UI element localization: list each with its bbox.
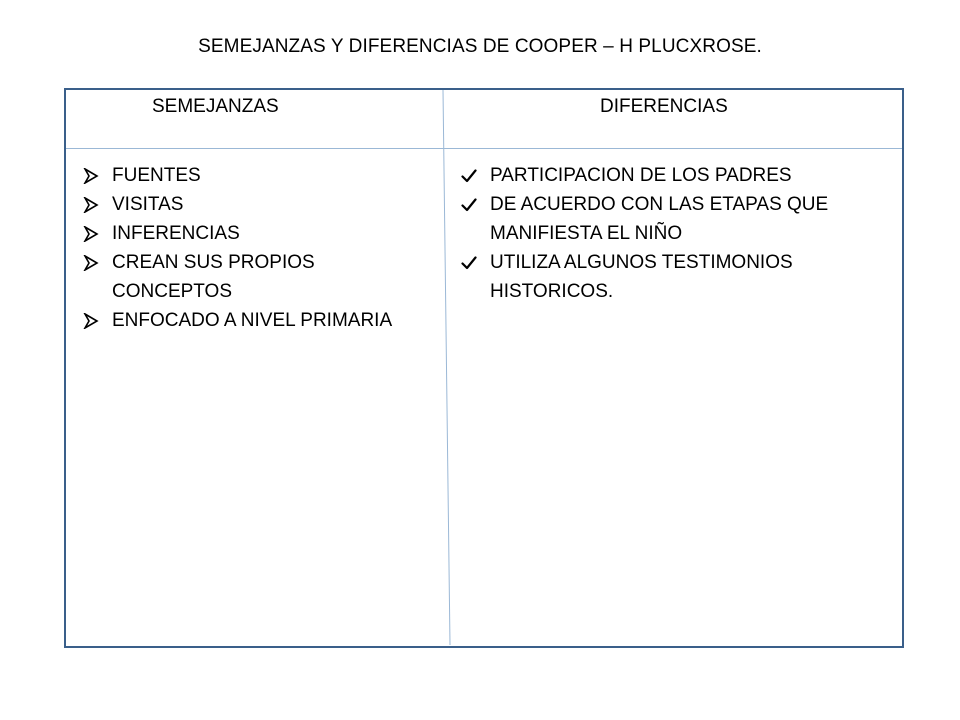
list-item — [80, 190, 430, 219]
list-item — [458, 248, 858, 306]
arrowhead-bullet-icon — [80, 248, 102, 277]
list-item-text: UTILIZA ALGUNOS TESTIMONIOS HISTORICOS. — [490, 252, 793, 302]
checkmark-bullet-icon — [458, 161, 480, 190]
list-item-text: ENFOCADO A NIVEL PRIMARIA — [112, 310, 393, 331]
header-divider — [66, 148, 902, 149]
arrowhead-bullet-icon — [80, 306, 102, 335]
arrowhead-bullet-icon — [80, 161, 102, 190]
list-item — [80, 306, 430, 335]
checkmark-bullet-icon — [458, 190, 480, 219]
arrowhead-bullet-icon — [80, 219, 102, 248]
list-item-text: DE ACUERDO CON LAS ETAPAS QUE MANIFIESTA EL NIÑO — [490, 194, 829, 244]
checkmark-bullet-icon — [458, 248, 480, 277]
diferencias-list — [458, 161, 858, 306]
list-item — [80, 161, 430, 190]
arrowhead-bullet-icon — [80, 190, 102, 219]
list-item — [80, 219, 430, 248]
list-item-text: CREAN SUS PROPIOS CONCEPTOS — [112, 252, 315, 302]
list-item — [80, 248, 430, 306]
list-item — [458, 190, 858, 248]
list-item-text: FUENTES — [112, 165, 201, 186]
list-item-text: VISITAS — [112, 194, 184, 215]
semejanzas-heading: SEMEJANZAS — [152, 96, 279, 117]
page-title: SEMEJANZAS Y DIFERENCIAS DE COOPER – H PLUCXROSE. — [198, 36, 762, 57]
list-item-text: PARTICIPACION DE LOS PADRES — [490, 165, 792, 186]
diferencias-heading: DIFERENCIAS — [600, 96, 728, 117]
list-item-text: INFERENCIAS — [112, 223, 240, 244]
list-item — [458, 161, 858, 190]
semejanzas-list — [80, 161, 430, 335]
